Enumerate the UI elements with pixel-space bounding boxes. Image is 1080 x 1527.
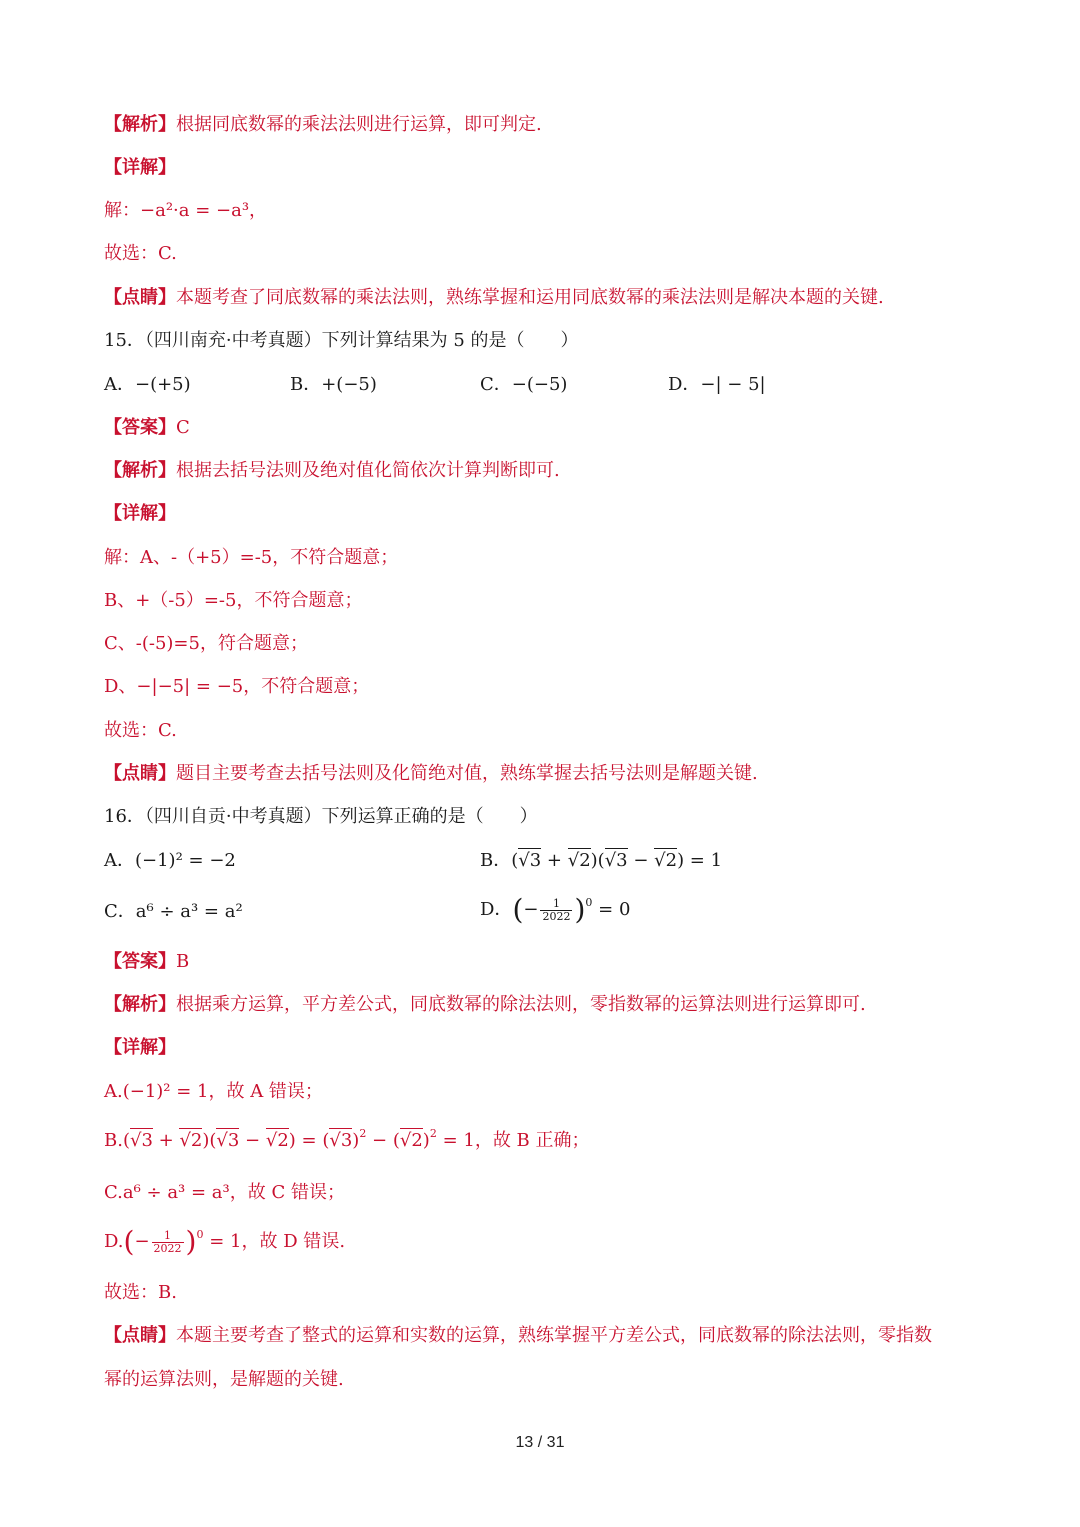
- q14-solution: 解：−a²·a = −a³，: [104, 200, 268, 221]
- q16-comment-cont: 幂的运算法则，是解题的关键.: [104, 1369, 344, 1390]
- q15-step-d: D、−|−5| = −5，不符合题意；: [104, 676, 370, 697]
- exponent-two: 2: [429, 1127, 437, 1140]
- answer-label: 【答案】: [104, 951, 176, 972]
- sqrt-2: √2: [179, 1130, 203, 1151]
- comment-text: 本题考查了同底数幂的乘法法则，熟练掌握和运用同底数幂的乘法法则是解决本题的关键.: [176, 287, 884, 308]
- q16-option-a: A．(−1)² = −2: [104, 850, 236, 871]
- analysis-text: 根据同底数幂的乘法法则进行运算，即可判定.: [176, 114, 542, 135]
- fraction: [152, 1230, 184, 1255]
- sqrt-3: √3: [129, 1130, 153, 1151]
- exponent-zero: 0: [585, 896, 593, 909]
- sqrt-3: √3: [518, 850, 542, 871]
- q15-choice: 故选：C.: [104, 720, 177, 741]
- q16-detail-label: 【详解】: [104, 1037, 176, 1058]
- fraction-denominator: 2022: [153, 1241, 182, 1255]
- analysis-label: 【解析】: [104, 994, 176, 1015]
- sqrt-3: √3: [604, 850, 628, 871]
- exponent-zero: 0: [196, 1228, 204, 1241]
- q16-step-a: A.(−1)² = 1，故 A 错误；: [104, 1081, 323, 1102]
- q16-option-b: B．(√3 + √2)(√3 − √2) = 1: [480, 850, 723, 871]
- sqrt-2: √2: [399, 1130, 423, 1151]
- q15-option-a: A．−(+5): [104, 374, 191, 395]
- answer-value: C: [176, 417, 190, 438]
- page-number: 13 / 31: [515, 1434, 565, 1451]
- q15-step-b: B、+（-5）=-5，不符合题意；: [104, 590, 363, 611]
- q16-option-c: C．a⁶ ÷ a³ = a²: [104, 901, 243, 922]
- q16-comment: [104, 1323, 932, 1349]
- analysis-label: 【解析】: [104, 114, 176, 135]
- sqrt-3: √3: [216, 1130, 240, 1151]
- q14-comment: [104, 285, 884, 311]
- q15-option-b: B．+(−5): [290, 374, 377, 395]
- answer-value: B: [176, 951, 190, 972]
- q16-stem: 16．（四川自贡·中考真题）下列运算正确的是（ ）: [104, 806, 538, 827]
- comment-label: 【点睛】: [104, 287, 176, 308]
- comment-label: 【点睛】: [104, 763, 176, 784]
- fraction: [540, 898, 572, 923]
- option-b-prefix: B．: [480, 850, 512, 871]
- exponent-two: 2: [359, 1127, 367, 1140]
- q14-detail-label: 【详解】: [104, 157, 176, 178]
- step-d-suffix: = 1，故 D 错误.: [209, 1231, 346, 1252]
- q15-step-c: C、-(-5)=5，符合题意；: [104, 633, 308, 654]
- q16-analysis: [104, 992, 866, 1018]
- q14-choice: 故选：C.: [104, 243, 177, 264]
- analysis-text: 根据去括号法则及绝对值化简依次计算判断即可.: [176, 460, 560, 481]
- fraction-numerator: 1: [152, 1230, 184, 1243]
- step-b-suffix: = 1，故 B 正确；: [442, 1130, 590, 1151]
- fraction-denominator: 2022: [542, 909, 571, 923]
- q15-step-a: 解：A、-（+5）=-5，不符合题意；: [104, 547, 399, 568]
- sqrt-2: √2: [567, 850, 591, 871]
- q14-analysis: [104, 112, 542, 138]
- comment-label: 【点睛】: [104, 1325, 176, 1346]
- option-d-prefix: D．: [480, 899, 513, 920]
- q15-detail-label: 【详解】: [104, 503, 176, 524]
- analysis-label: 【解析】: [104, 460, 176, 481]
- q16-step-c: C.a⁶ ÷ a³ = a³，故 C 错误；: [104, 1182, 345, 1203]
- q15-stem: 15．（四川南充·中考真题）下列计算结果为 5 的是（ ）: [104, 330, 579, 351]
- sqrt-2: √2: [265, 1130, 289, 1151]
- fraction-numerator: 1: [540, 898, 572, 911]
- q15-analysis: [104, 458, 560, 484]
- comment-text: 题目主要考查去括号法则及化简绝对值，熟练掌握去括号法则是解题关键.: [176, 763, 758, 784]
- q16-answer: [104, 949, 189, 975]
- sqrt-2: √2: [654, 850, 678, 871]
- answer-label: 【答案】: [104, 417, 176, 438]
- q16-option-d: D．(− $\frac{1}{2022}$ )$^0$ = 0: [480, 893, 631, 926]
- step-d-prefix: D.: [104, 1231, 124, 1252]
- q15-option-d: D．−| − 5|: [668, 374, 766, 395]
- sqrt-3: √3: [329, 1130, 353, 1151]
- comment-text-1: 本题主要考查了整式的运算和实数的运算，熟练掌握平方差公式，同底数幂的除法法则，零指数: [176, 1325, 932, 1346]
- q15-answer: [104, 415, 190, 441]
- analysis-text: 根据乘方运算，平方差公式，同底数幂的除法法则，零指数幂的运算法则进行运算即可.: [176, 994, 866, 1015]
- option-d-suffix: = 0: [598, 899, 631, 920]
- q16-step-d: D.(− $\frac{1}{2022}$ )$^0$ = 1，故 D 错误.: [104, 1225, 346, 1258]
- q15-option-c: C．−(−5): [480, 374, 568, 395]
- q16-step-b: $B.(√3 + √2)(√3 - √2) = (√3)^2 - (√2)^2 = 1$，故 B 正确；: [104, 1127, 590, 1151]
- q15-comment: [104, 761, 758, 787]
- q16-choice: 故选：B.: [104, 1282, 177, 1303]
